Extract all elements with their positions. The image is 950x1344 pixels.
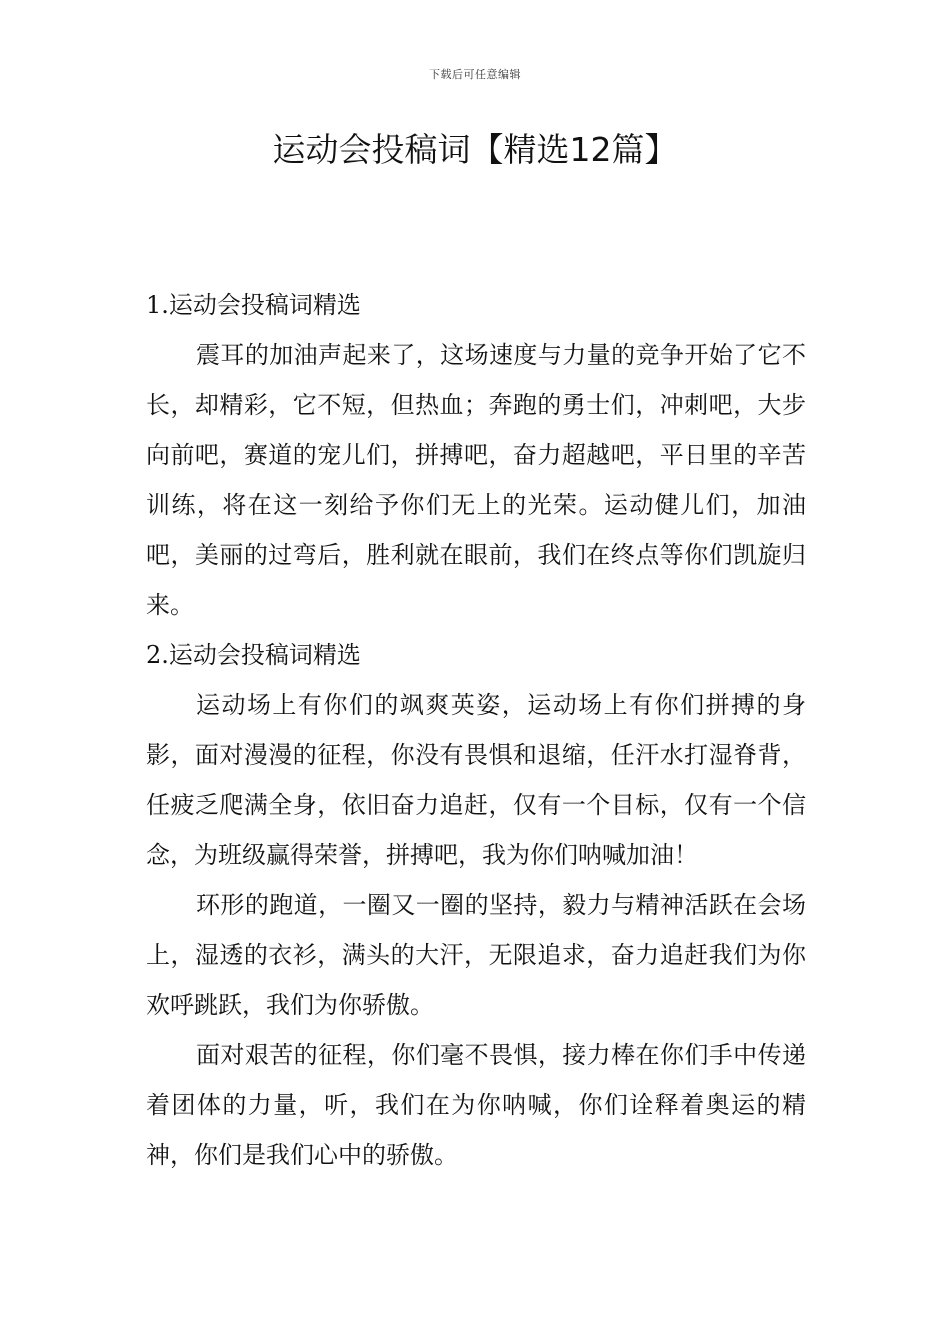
section-2	[146, 630, 806, 1180]
paragraph: 面对艰苦的征程，你们毫不畏惧，接力棒在你们手中传递着团体的力量，听，我们在为你呐喊，你们诠释着奥运的精神，你们是我们心中的骄傲。	[146, 1041, 806, 1169]
document-title: 运动会投稿词【精选12篇】	[272, 130, 678, 169]
section-1	[146, 280, 806, 630]
paragraph: 运动场上有你们的飒爽英姿，运动场上有你们拼搏的身影，面对漫漫的征程，你没有畏惧和退缩，任汗水打湿脊背，任疲乏爬满全身，依旧奋力追赶，仅有一个目标，仅有一个信念，为班级赢得荣誉，拼搏吧，我为你们呐喊加油！	[146, 691, 806, 869]
section-heading: 2.运动会投稿词精选	[146, 641, 361, 669]
header-note: 下载后可任意编辑	[429, 68, 521, 81]
document-body	[146, 280, 806, 1180]
paragraph: 震耳的加油声起来了，这场速度与力量的竞争开始了它不长，却精彩，它不短，但热血；奔跑的勇士们，冲刺吧，大步向前吧，赛道的宠儿们，拼搏吧，奋力超越吧，平日里的辛苦训练，将在这一刻给予你们无上的光荣。运动健儿们，加油吧，美丽的过弯后，胜利就在眼前，我们在终点等你们凯旋归来。	[146, 341, 806, 619]
paragraph: 环形的跑道，一圈又一圈的坚持，毅力与精神活跃在会场上，湿透的衣衫，满头的大汗，无限追求，奋力追赶我们为你欢呼跳跃，我们为你骄傲。	[146, 891, 806, 1019]
section-heading: 1.运动会投稿词精选	[146, 291, 361, 319]
